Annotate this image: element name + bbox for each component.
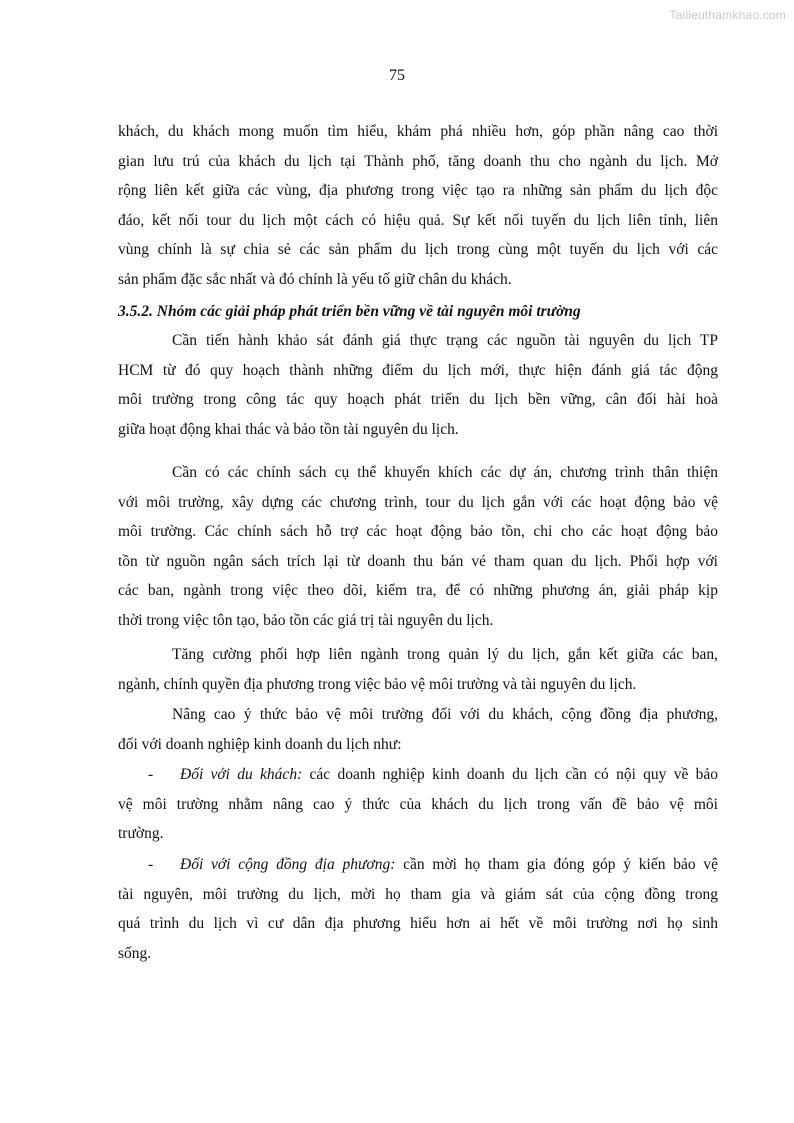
text-line: Tăng cường phối hợp liên ngành trong quản lý du lịch, gắn kết giữa các ban,: [172, 646, 718, 663]
text-line: Cần có các chính sách cụ thể khuyến khích các dự án, chương trình thân thiện: [172, 464, 718, 481]
paragraph-policies: [118, 458, 718, 635]
watermark: Tailieuthamkhao.com: [669, 8, 786, 22]
text-line: vệ môi trường nhằm nâng cao ý thức của khách du lịch trong vấn đề bảo vệ môi: [118, 795, 718, 813]
paragraph-continuation: [118, 117, 718, 294]
bullet-dash: -: [148, 766, 154, 783]
text-line: môi trường. Các chính sách hỗ trợ các hoạt động bảo tồn, chi cho các hoạt động bảo: [118, 523, 718, 540]
paragraph-awareness: [118, 700, 718, 759]
text-line: quá trình du lịch vì cư dân địa phương hiểu hơn ai hết về môi trường nơi họ sinh: [118, 915, 718, 932]
bullet-first-line: [118, 850, 718, 880]
bullet-text: các doanh nghiệp kinh doanh du lịch cần có nội quy về bảo: [302, 766, 718, 783]
text-line: vùng chính là sự chia sẻ các sản phẩm du lịch trong cùng một tuyến du lịch với các: [118, 241, 718, 258]
text-line: Nâng cao ý thức bảo vệ môi trường đối với du khách, cộng đồng địa phương,: [172, 706, 718, 723]
text-line: môi trường trong công tác quy hoạch phát triển du lịch bền vững, cân đối hài hoà: [118, 391, 718, 408]
bullet-tourists: [118, 760, 718, 849]
paragraph-survey: [118, 326, 718, 444]
text-line: sản phẩm đặc sắc nhất và đó chính là yếu tố giữ chân du khách.: [118, 270, 512, 288]
text-line: HCM từ đó quy hoạch thành những điểm du lịch mới, thực hiện đánh giá tác động: [118, 361, 718, 379]
page-number: 75: [389, 67, 405, 84]
text-line: Cần tiến hành khảo sát đánh giá thực trạng các nguồn tài nguyên du lịch TP: [172, 332, 718, 349]
bullet-label: Đối với du khách:: [180, 766, 303, 783]
text-line: gian lưu trú của khách du lịch tại Thành phố, tăng doanh thu cho ngành du lịch. Mở: [118, 152, 718, 170]
paragraph-coordination: [118, 640, 718, 699]
text-line: đối với doanh nghiệp kinh doanh du lịch như:: [118, 735, 402, 753]
text-line: ngành, chính quyền địa phương trong việc bảo vệ môi trường và tài nguyên du lịch.: [118, 675, 637, 693]
bullet-first-line: [118, 760, 718, 790]
section-heading: [118, 297, 718, 327]
text-line: đáo, kết nối tour du lịch một cách có hiệu quả. Sự kết nối tuyến du lịch liên tỉnh, liên: [118, 211, 718, 229]
text-line: trường.: [118, 825, 164, 842]
text-line: các ban, ngành trong việc theo dõi, kiểm tra, để có những phương án, giải pháp kịp: [118, 582, 718, 599]
text-line: sống.: [118, 944, 152, 962]
text-line: tài nguyên, môi trường du lịch, mời họ tham gia và giám sát của cộng đồng trong: [118, 885, 718, 903]
text-line: rộng liên kết giữa các vùng, địa phương trong việc tạo ra những sản phẩm du lịch độc: [118, 182, 718, 199]
text-line: khách, du khách mong muốn tìm hiểu, khám phá nhiều hơn, góp phần nâng cao thời: [118, 123, 718, 140]
text-line: giữa hoạt động khai thác và bảo tồn tài nguyên du lịch.: [118, 420, 459, 438]
text-line: thời trong việc tôn tạo, bảo tồn các giá trị tài nguyên du lịch.: [118, 611, 494, 629]
bullet-dash: -: [148, 856, 154, 873]
text-line: tồn từ nguồn ngân sách trích lại từ doanh thu bán vé tham quan du lịch. Phối hợp với: [118, 552, 718, 570]
bullet-text: cần mời họ tham gia đóng góp ý kiến bảo vệ: [395, 856, 718, 873]
section-heading-text: 3.5.2. Nhóm các giải pháp phát triển bền vững về tài nguyên môi trường: [118, 303, 581, 320]
bullet-community: [118, 850, 718, 968]
text-line: với môi trường, xây dựng các chương trình, tour du lịch gắn với các hoạt động bảo vệ: [118, 493, 718, 511]
bullet-label: Đối với cộng đồng địa phương:: [180, 856, 396, 873]
